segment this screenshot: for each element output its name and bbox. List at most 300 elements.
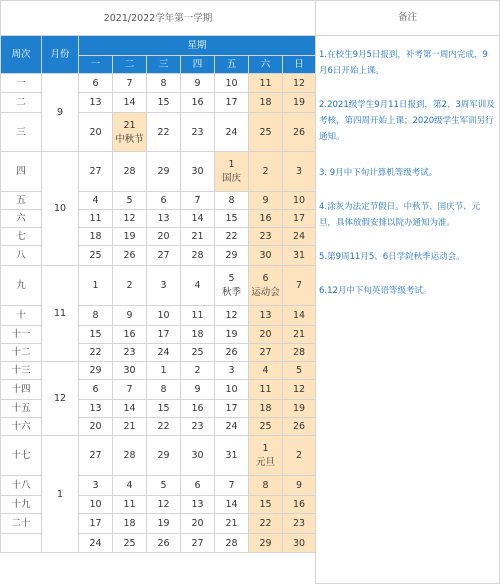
day-number: 19 bbox=[292, 97, 306, 108]
day-cell bbox=[147, 326, 181, 344]
day-number: 14 bbox=[225, 499, 238, 510]
day-number: 21 bbox=[292, 329, 306, 340]
day-number: 10 bbox=[157, 310, 170, 321]
week-row bbox=[1, 436, 316, 476]
day-cell bbox=[283, 152, 316, 192]
day-cell bbox=[181, 436, 215, 476]
day-number: 7 bbox=[126, 77, 133, 89]
day-cell bbox=[181, 192, 215, 210]
day-cell bbox=[283, 266, 316, 306]
day-number: 31 bbox=[292, 250, 306, 261]
day-cell bbox=[147, 266, 181, 306]
day-number: 18 bbox=[123, 518, 136, 529]
day-cell bbox=[249, 400, 283, 418]
week-number-cell: 一 bbox=[1, 74, 42, 93]
day-cell bbox=[249, 113, 283, 152]
day-number: 4 bbox=[194, 280, 201, 291]
day-number: 10 bbox=[225, 77, 238, 89]
day-cell bbox=[215, 476, 249, 496]
note-item: 5.第9周11月5、6日学院秋季运动会。 bbox=[319, 252, 465, 262]
day-cell bbox=[283, 362, 316, 380]
day-cell bbox=[147, 344, 181, 362]
day-number: 22 bbox=[157, 421, 170, 432]
day-cell bbox=[181, 514, 215, 534]
month-cell: 11 bbox=[42, 266, 79, 362]
week-number-cell: 十五 bbox=[1, 400, 42, 418]
day-cell bbox=[147, 210, 181, 228]
day-number: 9 bbox=[126, 310, 133, 321]
day-cell bbox=[113, 152, 147, 192]
day-cell bbox=[215, 246, 249, 266]
day-cell bbox=[79, 362, 113, 380]
day-number: 12 bbox=[225, 310, 238, 321]
day-number: 7 bbox=[194, 195, 201, 206]
day-number: 11 bbox=[259, 77, 272, 89]
day-cell bbox=[113, 344, 147, 362]
day-cell bbox=[181, 93, 215, 113]
day-number: 9 bbox=[194, 77, 201, 89]
day-number: 6 bbox=[160, 195, 167, 206]
day-cell bbox=[181, 228, 215, 246]
day-number: 6 bbox=[262, 273, 269, 284]
week-number-cell: 十四 bbox=[1, 380, 42, 400]
month-cell: 9 bbox=[42, 74, 79, 152]
day-cell bbox=[181, 152, 215, 192]
week-number-cell bbox=[1, 534, 42, 553]
day-number: 25 bbox=[259, 126, 272, 138]
day-number: 11 bbox=[89, 213, 102, 224]
day-cell bbox=[181, 362, 215, 380]
day-cell bbox=[181, 246, 215, 266]
day-cell bbox=[79, 344, 113, 362]
day-number: 26 bbox=[292, 126, 306, 138]
day-cell bbox=[283, 476, 316, 496]
day-number: 4 bbox=[262, 365, 269, 376]
day-header-tue: 二 bbox=[113, 56, 147, 74]
day-cell bbox=[215, 152, 249, 192]
day-number: 8 bbox=[92, 310, 99, 321]
day-number: 13 bbox=[89, 97, 102, 108]
day-cell bbox=[147, 152, 181, 192]
day-number: 30 bbox=[259, 250, 272, 261]
day-cell bbox=[79, 496, 113, 514]
week-number-cell: 五 bbox=[1, 192, 42, 210]
week-number-cell: 三 bbox=[1, 113, 42, 152]
day-number: 1 bbox=[262, 443, 269, 454]
day-cell bbox=[181, 476, 215, 496]
week-number-cell: 十七 bbox=[1, 436, 42, 476]
day-cell bbox=[181, 113, 215, 152]
day-cell bbox=[181, 380, 215, 400]
day-cell bbox=[181, 534, 215, 553]
day-number: 24 bbox=[157, 347, 170, 358]
week-number-cell: 十 bbox=[1, 306, 42, 326]
day-cell bbox=[215, 326, 249, 344]
day-number: 18 bbox=[191, 329, 204, 340]
day-header-wed: 三 bbox=[147, 56, 181, 74]
day-cell bbox=[113, 326, 147, 344]
day-cell bbox=[283, 210, 316, 228]
day-number: 14 bbox=[292, 310, 306, 321]
day-number: 20 bbox=[259, 329, 272, 340]
week-number-cell: 二 bbox=[1, 93, 42, 113]
day-number: 14 bbox=[123, 97, 136, 108]
day-number: 24 bbox=[225, 421, 238, 432]
day-number: 19 bbox=[292, 403, 306, 414]
day-cell bbox=[79, 436, 113, 476]
day-cell bbox=[283, 228, 316, 246]
day-header-sat: 六 bbox=[249, 56, 283, 74]
day-number: 1 bbox=[92, 280, 99, 291]
day-cell bbox=[215, 113, 249, 152]
month-cell: 12 bbox=[42, 362, 79, 436]
note-item: 6.12月中下旬英语等级考试。 bbox=[319, 286, 432, 296]
day-number: 16 bbox=[259, 213, 272, 224]
day-cell bbox=[79, 210, 113, 228]
week-number-cell: 十六 bbox=[1, 418, 42, 436]
day-cell bbox=[283, 344, 316, 362]
day-cell bbox=[181, 306, 215, 326]
day-number: 11 bbox=[123, 499, 136, 510]
day-cell bbox=[113, 476, 147, 496]
day-number: 23 bbox=[123, 347, 136, 358]
week-row bbox=[1, 266, 316, 306]
day-number: 20 bbox=[191, 518, 204, 529]
day-cell bbox=[283, 246, 316, 266]
day-cell bbox=[249, 380, 283, 400]
day-number: 16 bbox=[191, 97, 204, 108]
day-number: 17 bbox=[292, 213, 306, 224]
day-number: 18 bbox=[259, 403, 272, 414]
week-number-cell: 八 bbox=[1, 246, 42, 266]
week-row bbox=[1, 74, 316, 93]
day-number: 6 bbox=[92, 77, 99, 89]
holiday-label: 秋季 bbox=[221, 287, 241, 298]
day-cell bbox=[113, 380, 147, 400]
day-cell bbox=[215, 210, 249, 228]
week-number-cell: 二十 bbox=[1, 514, 42, 534]
day-number: 2 bbox=[262, 166, 269, 177]
day-cell bbox=[113, 436, 147, 476]
day-cell bbox=[283, 192, 316, 210]
day-cell bbox=[113, 93, 147, 113]
day-cell bbox=[113, 246, 147, 266]
day-cell bbox=[147, 246, 181, 266]
day-cell bbox=[249, 326, 283, 344]
day-cell bbox=[283, 534, 316, 553]
day-number: 28 bbox=[123, 166, 136, 177]
day-cell bbox=[249, 74, 283, 93]
day-cell bbox=[215, 344, 249, 362]
day-number: 30 bbox=[292, 537, 306, 549]
day-number: 6 bbox=[194, 480, 201, 491]
day-number: 19 bbox=[225, 329, 238, 340]
day-number: 23 bbox=[191, 126, 204, 138]
day-cell bbox=[79, 113, 113, 152]
day-number: 29 bbox=[259, 537, 272, 549]
day-cell bbox=[283, 306, 316, 326]
day-number: 30 bbox=[191, 166, 204, 177]
day-number: 9 bbox=[295, 480, 303, 491]
day-header-sun: 日 bbox=[283, 56, 316, 74]
day-number: 8 bbox=[262, 480, 269, 491]
day-cell bbox=[215, 380, 249, 400]
day-cell bbox=[79, 380, 113, 400]
day-number: 25 bbox=[259, 421, 272, 432]
day-number: 25 bbox=[89, 250, 102, 261]
day-cell bbox=[147, 93, 181, 113]
day-cell bbox=[249, 93, 283, 113]
day-number: 22 bbox=[225, 231, 238, 242]
week-number-header: 周次 bbox=[1, 36, 42, 74]
day-number: 22 bbox=[157, 126, 170, 138]
day-cell bbox=[79, 152, 113, 192]
day-number: 8 bbox=[160, 384, 167, 395]
day-number: 5 bbox=[160, 480, 167, 491]
week-number-cell: 九 bbox=[1, 266, 42, 306]
day-number: 18 bbox=[259, 97, 272, 108]
day-cell bbox=[215, 362, 249, 380]
day-cell bbox=[215, 192, 249, 210]
day-number: 26 bbox=[123, 250, 136, 261]
day-number: 29 bbox=[157, 166, 170, 177]
day-cell bbox=[147, 534, 181, 553]
day-cell bbox=[79, 228, 113, 246]
day-number: 27 bbox=[191, 537, 204, 549]
day-cell bbox=[79, 192, 113, 210]
day-cell bbox=[79, 400, 113, 418]
week-row bbox=[1, 152, 316, 192]
day-cell bbox=[215, 306, 249, 326]
day-number: 15 bbox=[157, 403, 170, 414]
day-header-fri: 五 bbox=[215, 56, 249, 74]
day-number: 2 bbox=[295, 450, 303, 461]
holiday-label: 国庆 bbox=[221, 173, 241, 184]
day-cell bbox=[249, 152, 283, 192]
day-cell bbox=[283, 514, 316, 534]
day-number: 21 bbox=[123, 119, 136, 131]
day-number: 8 bbox=[228, 195, 235, 206]
day-number: 2 bbox=[126, 280, 133, 291]
week-number-cell: 十三 bbox=[1, 362, 42, 380]
day-number: 6 bbox=[92, 384, 99, 395]
day-cell bbox=[181, 210, 215, 228]
day-cell bbox=[215, 436, 249, 476]
day-cell bbox=[249, 210, 283, 228]
day-cell bbox=[249, 476, 283, 496]
day-number: 19 bbox=[123, 231, 136, 242]
day-number: 15 bbox=[259, 499, 272, 510]
day-number: 16 bbox=[191, 403, 204, 414]
day-number: 10 bbox=[89, 499, 102, 510]
day-cell bbox=[147, 113, 181, 152]
day-cell bbox=[249, 362, 283, 380]
day-cell bbox=[79, 534, 113, 553]
day-number: 24 bbox=[225, 126, 238, 138]
day-number: 16 bbox=[123, 329, 136, 340]
day-cell bbox=[283, 93, 316, 113]
day-header-mon: 一 bbox=[79, 56, 113, 74]
day-cell bbox=[147, 514, 181, 534]
day-number: 15 bbox=[225, 213, 238, 224]
day-number: 28 bbox=[123, 450, 136, 461]
day-number: 25 bbox=[191, 347, 204, 358]
day-number: 5 bbox=[295, 365, 303, 376]
day-cell bbox=[283, 380, 316, 400]
day-cell bbox=[147, 418, 181, 436]
day-cell bbox=[181, 400, 215, 418]
day-number: 13 bbox=[157, 213, 170, 224]
day-number: 24 bbox=[292, 231, 306, 242]
day-cell bbox=[283, 400, 316, 418]
day-number: 18 bbox=[89, 231, 102, 242]
day-cell bbox=[215, 228, 249, 246]
day-cell bbox=[79, 326, 113, 344]
day-cell bbox=[215, 514, 249, 534]
day-cell bbox=[283, 436, 316, 476]
day-cell bbox=[147, 436, 181, 476]
day-cell bbox=[79, 93, 113, 113]
day-cell bbox=[79, 266, 113, 306]
day-number: 4 bbox=[126, 480, 133, 491]
day-number: 24 bbox=[89, 537, 102, 549]
holiday-label: 运动会 bbox=[251, 287, 280, 298]
day-number: 9 bbox=[194, 384, 201, 395]
day-cell bbox=[147, 192, 181, 210]
day-cell bbox=[147, 476, 181, 496]
notes-panel bbox=[315, 0, 500, 584]
day-number: 20 bbox=[157, 231, 170, 242]
holiday-label: 元旦 bbox=[255, 457, 275, 468]
day-number: 27 bbox=[259, 347, 272, 358]
day-cell bbox=[215, 93, 249, 113]
day-cell bbox=[181, 496, 215, 514]
day-number: 27 bbox=[157, 250, 170, 261]
day-cell bbox=[113, 362, 147, 380]
semester-title: 2021/2022学年第一学期 bbox=[1, 1, 316, 36]
week-number-cell: 六 bbox=[1, 210, 42, 228]
week-row bbox=[1, 362, 316, 380]
day-number: 20 bbox=[89, 421, 102, 432]
day-cell bbox=[249, 514, 283, 534]
day-cell bbox=[249, 344, 283, 362]
day-number: 23 bbox=[292, 518, 306, 529]
day-number: 26 bbox=[157, 537, 170, 549]
day-number: 16 bbox=[292, 499, 306, 510]
day-cell bbox=[215, 266, 249, 306]
day-number: 31 bbox=[225, 450, 238, 461]
day-cell bbox=[79, 514, 113, 534]
day-number: 3 bbox=[295, 166, 303, 177]
month-header: 月份 bbox=[42, 36, 79, 74]
day-cell bbox=[181, 344, 215, 362]
day-number: 29 bbox=[157, 450, 170, 461]
day-cell bbox=[215, 496, 249, 514]
day-cell bbox=[147, 496, 181, 514]
weekday-group-header: 星期 bbox=[79, 36, 316, 56]
day-number: 7 bbox=[126, 384, 133, 395]
day-cell bbox=[113, 418, 147, 436]
day-number: 5 bbox=[228, 273, 235, 284]
day-number: 4 bbox=[92, 195, 99, 206]
day-number: 3 bbox=[228, 365, 235, 376]
day-cell bbox=[181, 326, 215, 344]
day-number: 17 bbox=[157, 329, 170, 340]
day-number: 5 bbox=[126, 195, 133, 206]
day-cell bbox=[215, 74, 249, 93]
day-number: 28 bbox=[292, 347, 306, 358]
day-number: 12 bbox=[292, 77, 306, 89]
day-number: 13 bbox=[259, 310, 272, 321]
day-cell bbox=[113, 306, 147, 326]
day-cell bbox=[249, 192, 283, 210]
day-cell bbox=[113, 210, 147, 228]
day-cell bbox=[181, 266, 215, 306]
month-cell: 10 bbox=[42, 152, 79, 266]
note-item: 4.涂灰为法定节假日。中秋节、国庆节、元旦，具体放假安排以院办通知为准。 bbox=[319, 202, 481, 228]
day-number: 27 bbox=[89, 166, 102, 177]
day-cell bbox=[147, 228, 181, 246]
day-cell bbox=[79, 74, 113, 93]
day-cell bbox=[113, 113, 147, 152]
day-cell bbox=[147, 362, 181, 380]
day-cell bbox=[181, 418, 215, 436]
day-cell bbox=[113, 74, 147, 93]
day-cell bbox=[283, 418, 316, 436]
day-cell bbox=[113, 266, 147, 306]
day-number: 10 bbox=[292, 195, 306, 206]
month-cell: 1 bbox=[42, 436, 79, 553]
notes-list bbox=[316, 36, 499, 299]
day-cell bbox=[79, 246, 113, 266]
day-cell bbox=[147, 306, 181, 326]
day-cell bbox=[249, 246, 283, 266]
day-cell bbox=[215, 418, 249, 436]
day-cell bbox=[249, 436, 283, 476]
day-cell bbox=[283, 326, 316, 344]
day-number: 11 bbox=[259, 384, 272, 395]
week-number-cell: 四 bbox=[1, 152, 42, 192]
day-number: 28 bbox=[225, 537, 238, 549]
day-number: 17 bbox=[225, 97, 238, 108]
day-number: 17 bbox=[89, 518, 102, 529]
day-number: 21 bbox=[123, 421, 136, 432]
notes-header: 备注 bbox=[316, 1, 499, 36]
day-number: 17 bbox=[225, 403, 238, 414]
day-cell bbox=[113, 192, 147, 210]
day-cell bbox=[249, 266, 283, 306]
day-number: 14 bbox=[191, 213, 204, 224]
day-number: 27 bbox=[89, 450, 102, 461]
day-cell bbox=[79, 418, 113, 436]
day-number: 30 bbox=[123, 365, 136, 376]
day-cell bbox=[79, 306, 113, 326]
week-number-cell: 十八 bbox=[1, 476, 42, 496]
day-number: 13 bbox=[191, 499, 204, 510]
day-cell bbox=[113, 228, 147, 246]
day-cell bbox=[283, 496, 316, 514]
note-item: 2.2021级学生9月11日报到，第2、3周军训及考核，第四周开始上课；2020级学生军训另行通知。 bbox=[319, 100, 495, 142]
day-cell bbox=[215, 534, 249, 553]
day-cell bbox=[147, 74, 181, 93]
week-number-cell: 十二 bbox=[1, 344, 42, 362]
day-number: 20 bbox=[89, 126, 102, 138]
day-number: 1 bbox=[228, 159, 235, 170]
day-cell bbox=[147, 380, 181, 400]
note-item: 1.在校生9月5日报到，补考第一周内完成，9月6日开始上课。 bbox=[319, 50, 488, 76]
day-number: 28 bbox=[191, 250, 204, 261]
day-number: 15 bbox=[157, 97, 170, 108]
